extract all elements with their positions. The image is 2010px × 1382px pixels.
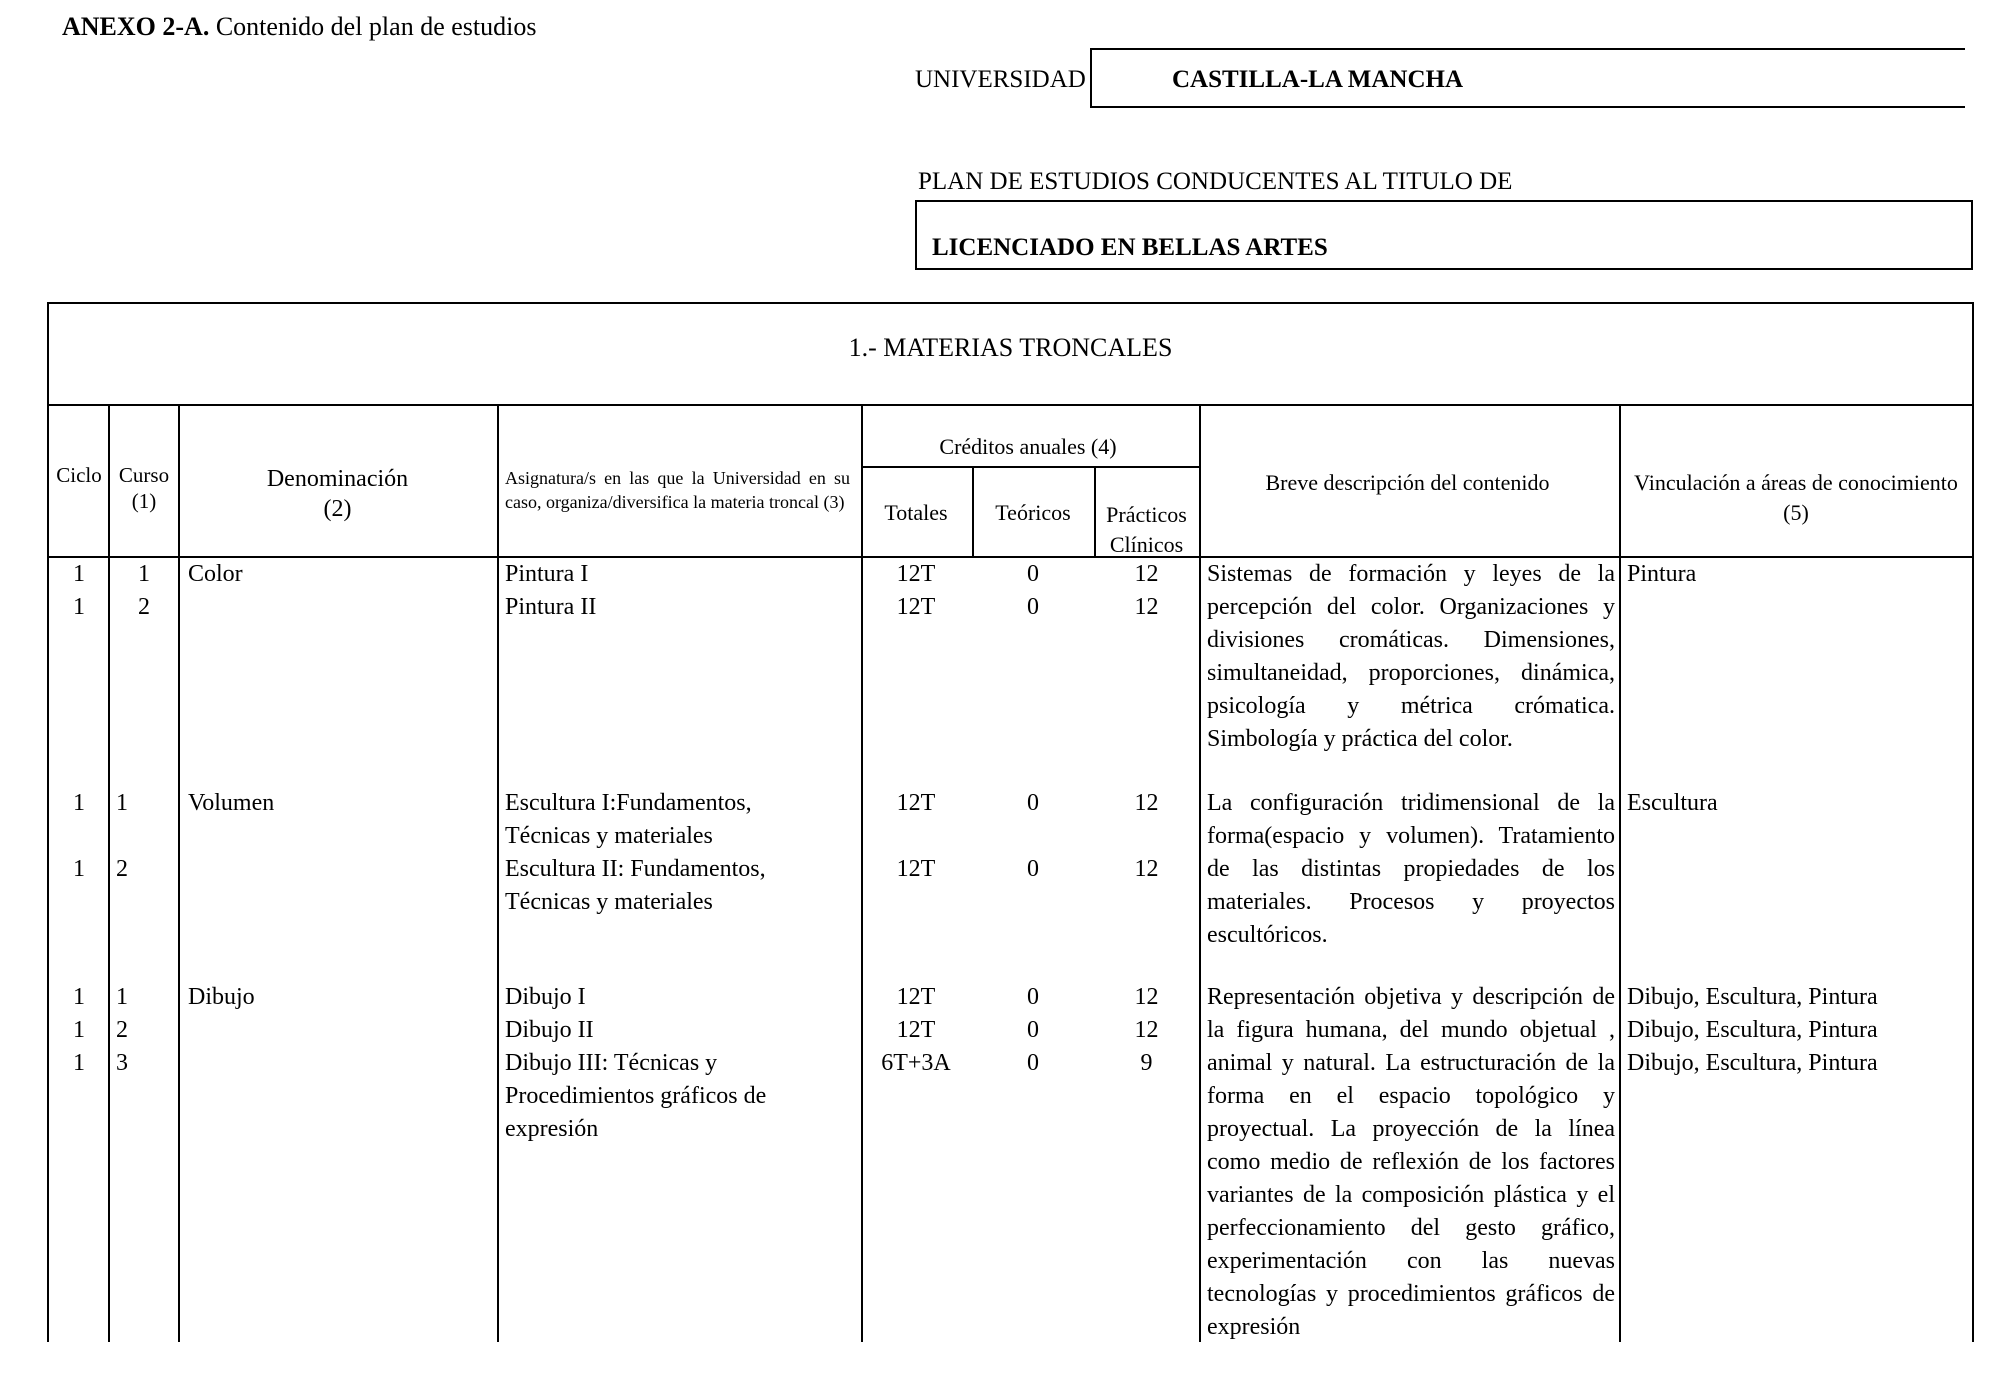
practicos-cell: 9 [1140,1050,1153,1076]
descripcion-cell: Sistemas de formación y leyes de la percepción del color. Organizaciones y divisiones cromáticas. Dimensiones, simultaneidad, proporciones, dinámica, psicología y métrica crómatica. Simbología y práctica del color. [1207,561,1615,752]
descripcion-cell: Representación objetiva y descripción de la figura humana, del mundo objetual , animal y natural. La estructuración de la forma en el espacio topológico y proyectual. La proyección de la línea como medio de reflexión de los factores variantes de la composición plástica y el perfeccionamiento del gesto gráfico, experimentación con las nuevas tecnologías y procedimientos gráficos de expresión [1207,984,1615,1340]
totales-cell: 12T [896,856,936,882]
ciclo-cell: 1 [73,561,85,587]
vinculacion-label: Vinculación a áreas de conocimiento [1634,470,1958,495]
asignatura-cell: Escultura I:Fundamentos, Técnicas y materiales [505,790,752,849]
denominacion-cell: Color [188,561,243,587]
curso-cell: 2 [116,1017,128,1043]
area-cell: Dibujo, Escultura, Pintura [1627,1050,1878,1076]
credits-divider [861,466,1199,468]
curso-cell: 1 [116,984,128,1010]
totales-cell: 6T+3A [881,1050,951,1076]
denominacion-label: Denominación [266,466,409,492]
col-header-curso [110,462,178,514]
col-header-vinculacion [1620,468,1972,528]
university-value: CASTILLA-LA MANCHA [1172,66,1464,93]
col-header-ciclo: Ciclo [56,463,102,487]
practicos-cell: 12 [1134,594,1159,620]
asignatura-cell: Pintura I [505,561,589,587]
col-rule-descripcion [1619,404,1621,1342]
col-rule-denominacion [497,404,499,1342]
clinicos-label: Clínicos [1109,532,1184,557]
annex-number: ANEXO 2-A. [62,12,210,41]
degree-title: LICENCIADO EN BELLAS ARTES [932,234,1328,261]
totales-cell: 12T [896,1017,936,1043]
totales-cell: 12T [896,984,936,1010]
area-cell: Pintura [1627,561,1697,587]
annex-text: Contenido del plan de estudios [209,12,537,41]
area-cell: Escultura [1627,790,1718,816]
curso-cell: 1 [138,561,150,587]
col-header-totales: Totales [884,500,948,525]
totales-cell: 12T [896,594,936,620]
totales-cell: 12T [896,790,936,816]
curso-note: (1) [131,489,157,513]
col-rule-curso [178,404,180,1342]
practicos-cell: 12 [1134,561,1159,587]
practicos-label: Prácticos [1106,502,1187,527]
university-label: UNIVERSIDAD [915,66,1086,93]
col-header-denominacion [180,464,495,524]
asignatura-cell: Dibujo I [505,984,586,1010]
teoricos-cell: 0 [1027,856,1039,882]
asignatura-cell: Escultura II: Fundamentos, Técnicas y materiales [505,856,766,915]
curso-cell: 3 [116,1050,128,1076]
section-divider [49,404,1972,406]
col-header-teoricos: Teóricos [995,500,1071,525]
totales-cell: 12T [896,561,936,587]
curso-cell: 2 [116,856,128,882]
plan-label: PLAN DE ESTUDIOS CONDUCENTES AL TITULO DE [918,168,1513,195]
teoricos-cell: 0 [1027,790,1039,816]
ciclo-cell: 1 [73,984,85,1010]
practicos-cell: 12 [1134,1017,1159,1043]
denominacion-cell: Dibujo [188,984,255,1010]
curso-label: Curso [118,463,170,487]
ciclo-cell: 1 [73,856,85,882]
area-cell: Dibujo, Escultura, Pintura [1627,1017,1878,1043]
practicos-cell: 12 [1134,790,1159,816]
col-header-creditos: Créditos anuales (4) [939,434,1117,459]
teoricos-cell: 0 [1027,1017,1039,1043]
col-header-practicos [1094,500,1199,560]
curso-cell: 2 [138,594,150,620]
practicos-cell: 12 [1134,856,1159,882]
col-header-descripcion: Breve descripción del contenido [1265,470,1550,495]
teoricos-cell: 0 [1027,561,1039,587]
col-header-asignatura: Asignatura/s en las que la Universidad en su caso, organiza/diversifica la materia troncal (3) [505,468,850,512]
area-cell: Dibujo, Escultura, Pintura [1627,984,1878,1010]
asignatura-cell: Dibujo II [505,1017,594,1043]
teoricos-cell: 0 [1027,594,1039,620]
teoricos-cell: 0 [1027,1050,1039,1076]
ciclo-cell: 1 [73,594,85,620]
asignatura-cell: Dibujo III: Técnicas y Procedimientos gráficos de expresión [505,1050,767,1142]
denominacion-note: (2) [323,496,352,522]
curso-cell: 1 [116,790,128,816]
section-title: 1.- MATERIAS TRONCALES [848,333,1173,362]
descripcion-cell: La configuración tridimensional de la forma(espacio y volumen). Tratamiento de las distintas propiedades de los materiales. Procesos y proyectos escultóricos. [1207,790,1615,948]
vinculacion-note: (5) [1783,500,1809,525]
asignatura-cell: Pintura II [505,594,597,620]
col-rule-creditos [1199,404,1201,1342]
teoricos-cell: 0 [1027,984,1039,1010]
ciclo-cell: 1 [73,790,85,816]
annex-heading [62,12,536,42]
denominacion-cell: Volumen [188,790,275,816]
ciclo-cell: 1 [73,1050,85,1076]
ciclo-cell: 1 [73,1017,85,1043]
practicos-cell: 12 [1134,984,1159,1010]
